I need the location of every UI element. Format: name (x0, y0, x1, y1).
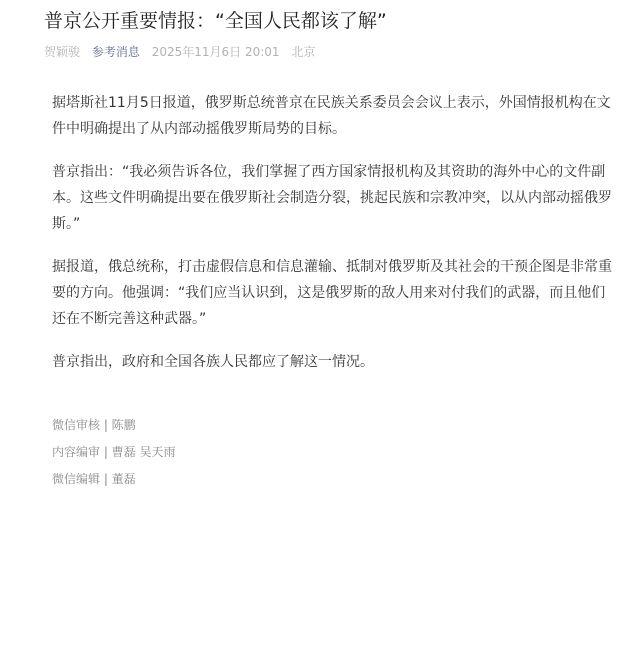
publish-datetime: 2025年11月6日 20:01 (151, 45, 280, 59)
paragraph: 据塔斯社11月5日报道，俄罗斯总统普京在民族关系委员会会议上表示，外国情报机构在文件中明确提出了从内部动摇俄罗斯局势的目标。 (52, 95, 611, 137)
paragraph: 普京指出：“我必须告诉各位，我们掌握了西方国家情报机构及其资助的海外中心的文件副本。这些文件明确提出要在俄罗斯社会制造分裂，挑起民族和宗教冲突，以从内部动摇俄罗斯。” (52, 164, 612, 232)
credit-line: 微信编辑 | 董磊 (52, 472, 136, 486)
paragraph: 普京指出，政府和全国各族人民都应了解这一情况。 (52, 354, 374, 370)
article-meta (44, 44, 323, 60)
paragraph: 据报道，俄总统称，打击虚假信息和信息灌输、抵制对俄罗斯及其社会的干预企图是非常重要的方向。他强调：“我们应当认识到，这是俄罗斯的敌人用来对付我们的武器，而且他们还在不断完善这种武器。” (52, 259, 612, 327)
credit-line: 微信审核 | 陈鹏 (52, 418, 136, 432)
source-account-link[interactable]: 参考消息 (91, 45, 140, 59)
credit-line: 内容编审 | 曹磊 吴天雨 (52, 445, 176, 459)
publish-location: 北京 (291, 45, 316, 59)
author-name: 贺颖骏 (44, 45, 81, 59)
article-title: 普京公开重要情报：“全国人民都该了解” (44, 10, 387, 32)
article-body (52, 90, 612, 392)
editor-credits (52, 412, 176, 493)
